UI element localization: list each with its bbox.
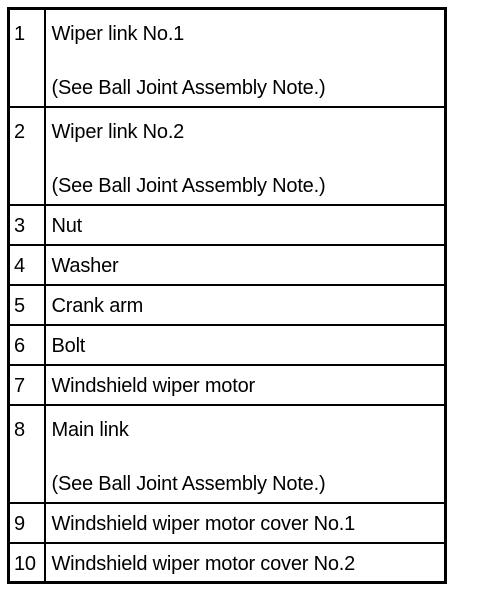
part-name: Windshield wiper motor cover No.1 [45, 503, 446, 543]
part-number: 5 [9, 285, 45, 325]
part-number: 4 [9, 245, 45, 285]
part-name: Washer [45, 245, 446, 285]
part-note: (See Ball Joint Assembly Note.) [51, 472, 326, 495]
part-description [45, 107, 446, 205]
part-description [45, 9, 446, 107]
table-row [9, 405, 446, 503]
part-name: Bolt [45, 325, 446, 365]
table-row [9, 107, 446, 205]
part-number: 2 [9, 107, 45, 205]
table-row [9, 9, 446, 107]
parts-table-body [9, 9, 446, 583]
part-note: (See Ball Joint Assembly Note.) [51, 174, 326, 197]
parts-table [7, 7, 447, 584]
part-name: Crank arm [45, 285, 446, 325]
part-number: 7 [9, 365, 45, 405]
part-name: Windshield wiper motor cover No.2 [45, 543, 446, 583]
part-number: 8 [9, 405, 45, 503]
part-name: Main link [51, 418, 129, 441]
table-row [9, 365, 446, 405]
part-number: 1 [9, 9, 45, 107]
part-number: 6 [9, 325, 45, 365]
part-number: 10 [9, 543, 45, 583]
table-row [9, 285, 446, 325]
part-note: (See Ball Joint Assembly Note.) [51, 77, 326, 99]
table-row [9, 205, 446, 245]
table-row [9, 245, 446, 285]
part-number: 3 [9, 205, 45, 245]
table-row [9, 325, 446, 365]
part-name: Wiper link No.1 [51, 23, 185, 45]
part-name: Windshield wiper motor [45, 365, 446, 405]
part-number: 9 [9, 503, 45, 543]
table-row [9, 503, 446, 543]
table-row [9, 543, 446, 583]
part-name: Wiper link No.2 [51, 120, 185, 143]
part-description [45, 405, 446, 503]
part-name: Nut [45, 205, 446, 245]
